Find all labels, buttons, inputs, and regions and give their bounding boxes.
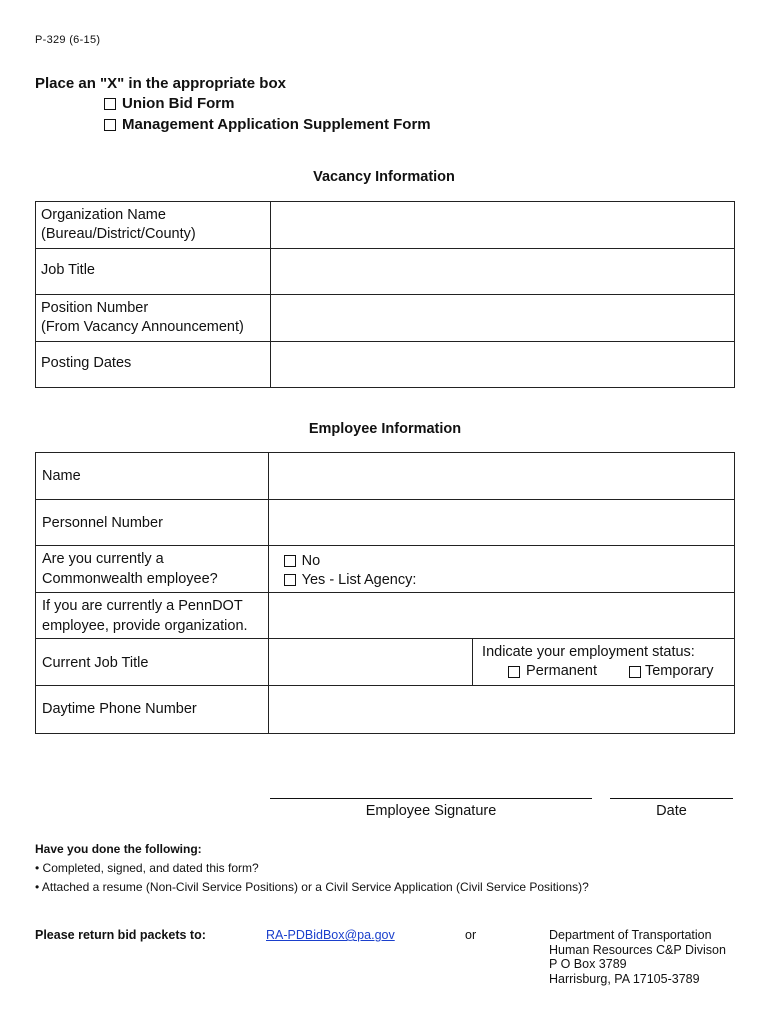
posting-dates-input[interactable] xyxy=(270,342,734,388)
phone-label-cell xyxy=(36,686,269,734)
daytime-phone-label: Daytime Phone Number xyxy=(42,701,197,717)
employee-row-name xyxy=(36,453,735,500)
current-job-title-label: Current Job Title xyxy=(42,655,149,671)
place-x-instruction: Place an "X" in the appropriate box xyxy=(35,75,286,92)
address-line: Harrisburg, PA 17105-3789 xyxy=(549,971,700,986)
penndot-label-line2: employee, provide organization. xyxy=(42,618,248,634)
employment-status-cell xyxy=(473,639,735,686)
organization-input[interactable] xyxy=(270,202,734,249)
personnel-number-label: Personnel Number xyxy=(42,515,163,531)
checklist-item: • Attached a resume (Non-Civil Service Positions) or a Civil Service Application (Civil Service Positions)? xyxy=(35,880,589,894)
vacancy-row-position-number xyxy=(36,295,735,342)
commonwealth-label-line1: Are you currently a xyxy=(42,551,164,567)
job-title-input[interactable] xyxy=(270,249,734,295)
name-label-cell xyxy=(36,453,269,500)
vacancy-section-title: Vacancy Information xyxy=(313,169,455,185)
commonwealth-no-option[interactable] xyxy=(269,551,734,570)
commonwealth-yes-checkbox[interactable] xyxy=(284,574,296,586)
personnel-label-cell xyxy=(36,500,269,546)
mailing-address xyxy=(549,928,726,986)
position-number-label-cell xyxy=(36,295,271,342)
name-input[interactable] xyxy=(268,453,734,500)
checklist-item: • Completed, signed, and dated this form? xyxy=(35,861,259,875)
job-title-label-cell xyxy=(36,249,271,295)
management-supplement-checkbox[interactable] xyxy=(104,119,116,131)
bid-box-email-link[interactable]: RA-PDBidBox@pa.gov xyxy=(266,928,395,942)
vacancy-row-posting-dates xyxy=(36,342,735,388)
address-line: P O Box 3789 xyxy=(549,957,627,971)
employee-row-commonwealth xyxy=(36,546,735,593)
employee-section-title: Employee Information xyxy=(308,421,462,437)
temporary-checkbox[interactable] xyxy=(629,666,641,678)
union-bid-checkbox[interactable] xyxy=(104,98,116,110)
current-job-label-cell xyxy=(36,639,269,686)
employee-row-current-job xyxy=(36,639,735,686)
date-label: Date xyxy=(656,803,687,819)
form-number: P-329 (6-15) xyxy=(35,34,101,46)
name-label: Name xyxy=(42,468,81,484)
return-label: Please return bid packets to: xyxy=(35,928,206,942)
commonwealth-no-label: No xyxy=(301,552,321,569)
checklist-heading: Have you done the following: xyxy=(35,842,202,856)
management-supplement-label: Management Application Supplement Form xyxy=(122,116,431,133)
posting-dates-label-cell xyxy=(36,342,271,388)
employee-table xyxy=(35,452,735,734)
vacancy-row-job-title xyxy=(36,249,735,295)
commonwealth-yes-label: Yes - List Agency: xyxy=(301,571,417,588)
penndot-label-cell xyxy=(36,593,269,639)
commonwealth-label-cell xyxy=(36,546,269,593)
personnel-number-input[interactable] xyxy=(268,500,734,546)
address-line: Human Resources C&P Divison xyxy=(549,942,726,957)
commonwealth-yes-option[interactable] xyxy=(269,570,734,589)
position-number-input[interactable] xyxy=(270,295,734,342)
union-bid-label: Union Bid Form xyxy=(122,95,235,112)
employee-signature-label: Employee Signature xyxy=(365,803,497,819)
date-line[interactable] xyxy=(610,798,733,799)
current-job-title-input[interactable] xyxy=(268,639,472,686)
daytime-phone-input[interactable] xyxy=(268,686,734,734)
management-supplement-option[interactable] xyxy=(104,116,431,133)
employee-row-personnel xyxy=(36,500,735,546)
position-number-sublabel: (From Vacancy Announcement) xyxy=(41,319,244,335)
employment-status-prompt: Indicate your employment status: xyxy=(482,644,695,660)
commonwealth-label-line2: Commonwealth employee? xyxy=(42,571,218,587)
permanent-checkbox[interactable] xyxy=(508,666,520,678)
or-text: or xyxy=(465,928,477,942)
organization-label: Organization Name xyxy=(41,207,166,223)
employee-row-penndot xyxy=(36,593,735,639)
organization-label-cell xyxy=(36,202,271,249)
commonwealth-options-cell xyxy=(268,546,734,593)
organization-sublabel: (Bureau/District/County) xyxy=(41,226,196,242)
temporary-label: Temporary xyxy=(644,663,714,679)
job-title-label: Job Title xyxy=(41,262,95,278)
vacancy-row-organization xyxy=(36,202,735,249)
permanent-label: Permanent xyxy=(526,663,597,679)
penndot-organization-input[interactable] xyxy=(268,593,734,639)
union-bid-option[interactable] xyxy=(104,95,235,112)
employee-row-phone xyxy=(36,686,735,734)
posting-dates-label: Posting Dates xyxy=(41,355,132,371)
commonwealth-no-checkbox[interactable] xyxy=(284,555,296,567)
address-line: Department of Transportation xyxy=(549,928,712,942)
vacancy-table xyxy=(35,201,735,388)
signature-line[interactable] xyxy=(270,798,592,799)
penndot-label-line1: If you are currently a PennDOT xyxy=(42,598,243,614)
position-number-label: Position Number xyxy=(41,300,149,316)
